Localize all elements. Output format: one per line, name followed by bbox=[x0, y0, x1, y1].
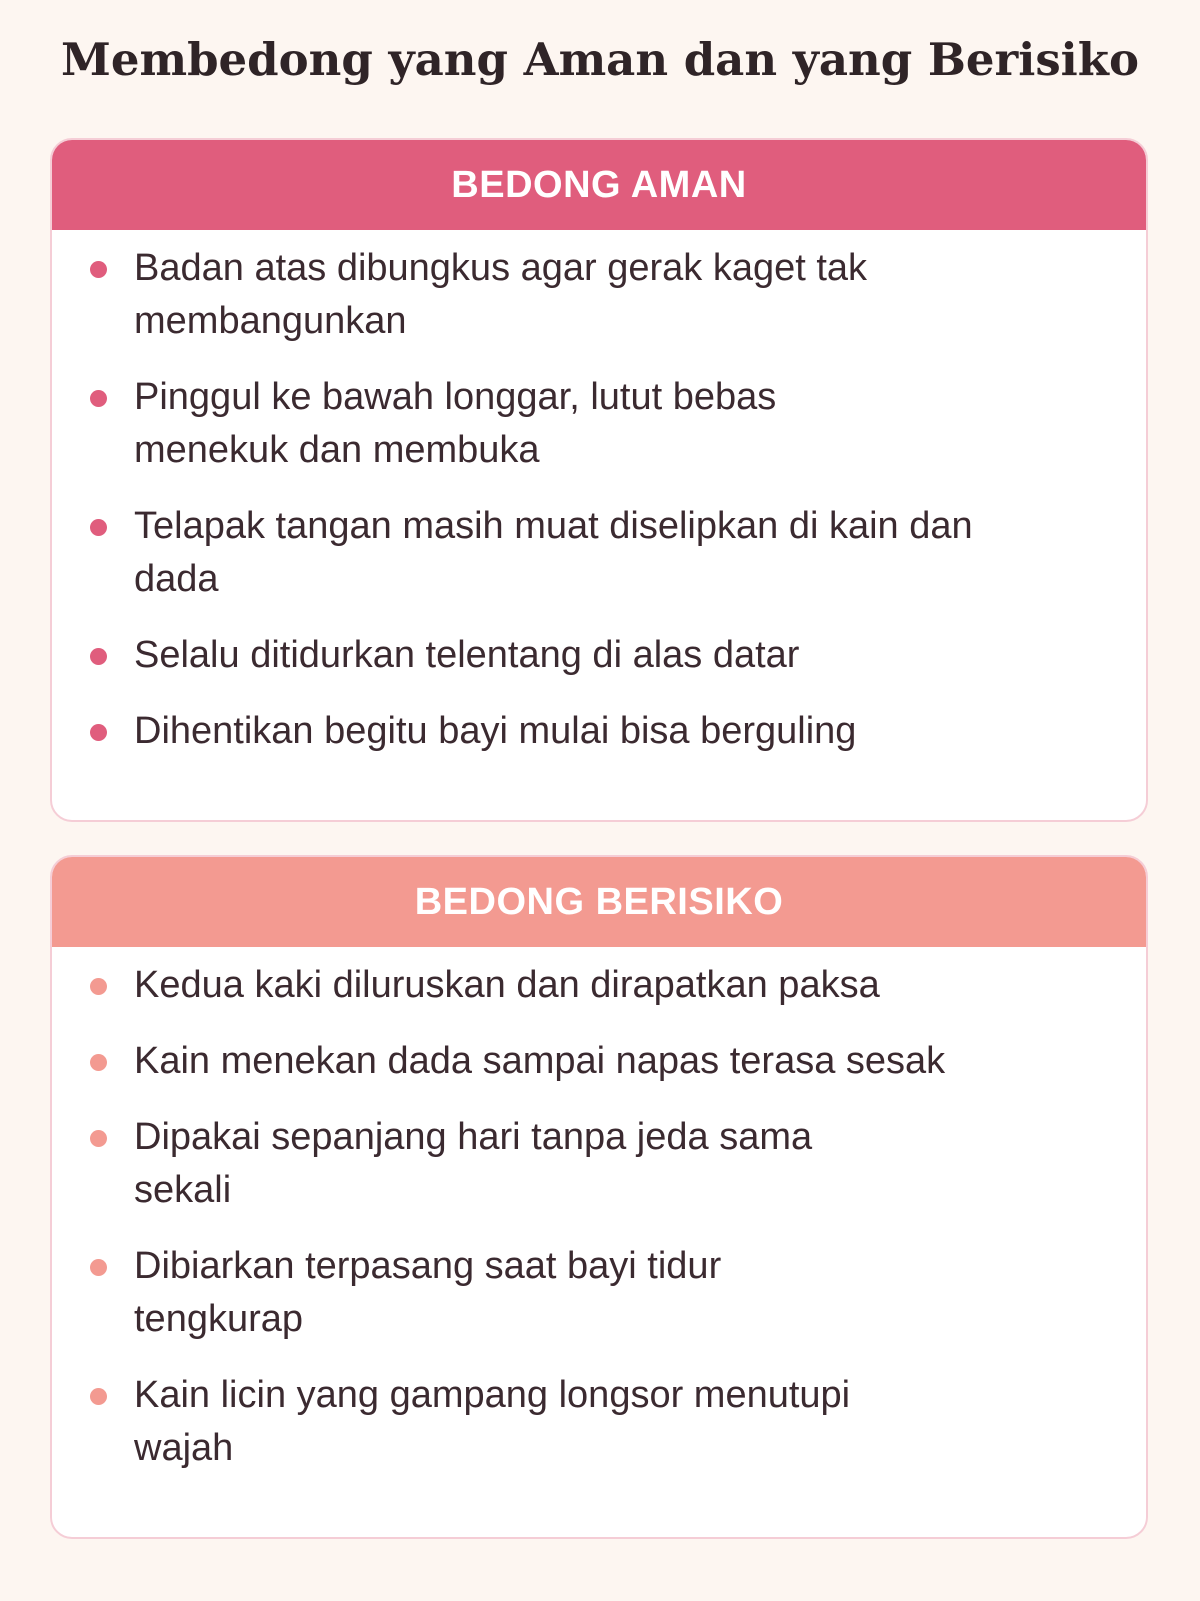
list-item bbox=[52, 705, 1146, 758]
risk-card-heading: BEDONG BERISIKO bbox=[52, 857, 1146, 947]
list-item bbox=[52, 1035, 1146, 1088]
safe-card-heading: BEDONG AMAN bbox=[52, 140, 1146, 230]
list-item bbox=[52, 1240, 894, 1346]
list-item-text: Kain menekan dada sampai napas terasa sesak bbox=[134, 1040, 946, 1082]
bullet-dot-icon bbox=[90, 1130, 107, 1147]
list-item-text: Dihentikan begitu bayi mulai bisa berguling bbox=[134, 710, 857, 752]
list-item bbox=[52, 242, 1064, 348]
list-item bbox=[52, 1111, 964, 1217]
list-item-text: Kedua kaki diluruskan dan dirapatkan paksa bbox=[134, 964, 880, 1006]
bullet-dot-icon bbox=[90, 261, 107, 278]
list-item-text: Selalu ditidurkan telentang di alas datar bbox=[134, 634, 800, 676]
risky-swaddle-card bbox=[50, 855, 1148, 1539]
bullet-dot-icon bbox=[90, 390, 107, 407]
list-item-text: Badan atas dibungkus agar gerak kaget tak membangunkan bbox=[134, 247, 868, 342]
bullet-dot-icon bbox=[90, 1259, 107, 1276]
list-item bbox=[52, 959, 1146, 1012]
risk-item-list bbox=[52, 947, 1146, 1475]
list-item-text: Telapak tangan masih muat diselipkan di kain dan dada bbox=[134, 505, 973, 600]
bullet-dot-icon bbox=[90, 1388, 107, 1405]
bullet-dot-icon bbox=[90, 1054, 107, 1071]
safe-item-list bbox=[52, 230, 1146, 758]
list-item bbox=[52, 371, 994, 477]
page-title: Membedong yang Aman dan yang Berisiko bbox=[61, 33, 1139, 86]
safe-swaddle-card bbox=[50, 138, 1148, 822]
list-item-text: Kain licin yang gampang longsor menutupi wajah bbox=[134, 1374, 851, 1469]
list-item bbox=[52, 500, 1099, 606]
bullet-dot-icon bbox=[90, 519, 107, 536]
list-item-text: Dibiarkan terpasang saat bayi tidur tengkurap bbox=[134, 1245, 722, 1340]
list-item bbox=[52, 629, 1146, 682]
bullet-dot-icon bbox=[90, 648, 107, 665]
list-item bbox=[52, 1369, 1014, 1475]
bullet-dot-icon bbox=[90, 724, 107, 741]
bullet-dot-icon bbox=[90, 978, 107, 995]
list-item-text: Dipakai sepanjang hari tanpa jeda sama sekali bbox=[134, 1116, 813, 1211]
list-item-text: Pinggul ke bawah longgar, lutut bebas menekuk dan membuka bbox=[134, 376, 777, 471]
